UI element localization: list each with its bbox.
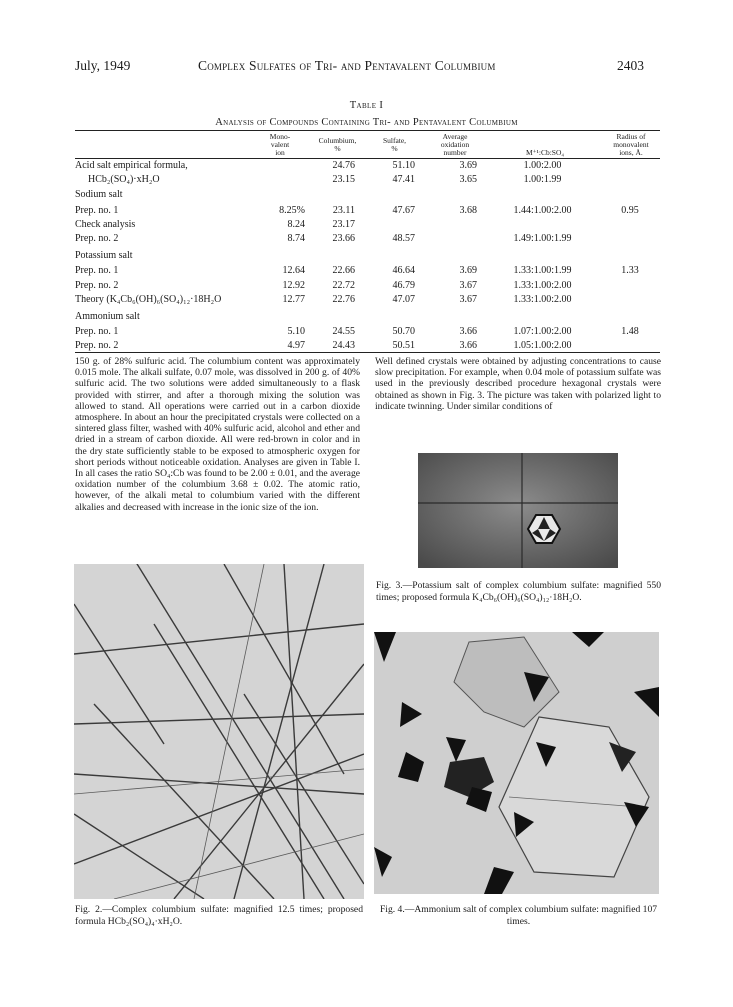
table-label: Table I [349,100,384,111]
cell-columbium: 22.72 [332,280,355,291]
cell-sulfate: 50.51 [392,340,415,351]
cell-columbium: 23.11 [332,205,355,216]
row-label: Prep. no. 2 [75,233,119,244]
col-header-oxidation-number: Average oxidation number [440,132,470,157]
cell-ratio: 1.00:2.00 [523,160,562,171]
table-row [0,205,733,220]
cell-monovalent-ion: 8.24 [287,219,305,230]
cell-ratio: 1.33:1.00:2.00 [513,294,572,305]
row-label: Prep. no. 2 [75,280,119,291]
cell-monovalent-ion: 12.64 [282,265,305,276]
cell-columbium: 23.15 [332,174,355,185]
cell-monovalent-ion: 12.92 [282,280,305,291]
table-row [0,219,733,234]
table-row [0,265,733,280]
cell-monovalent-ion: 5.10 [287,326,305,337]
cell-columbium: 23.66 [332,233,355,244]
figure-3-caption: Fig. 3.—Potassium salt of complex columbium sulfate: magnified 550 times; proposed formula K₄Cb₆(OH)₆(SO₄)₁₂·18H₂O. [376,580,661,603]
cell-sulfate: 47.67 [392,205,415,216]
figure-4-image [374,632,659,894]
cell-radius: 1.33 [621,265,639,276]
figure-2-image [74,564,364,899]
cell-ratio: 1.00:1.99 [523,174,562,185]
cell-monovalent-ion: 8.25% [279,205,305,216]
left-column [75,356,360,513]
cell-sulfate: 48.57 [392,233,415,244]
table-title: Analysis of Compounds Containing Tri- and Pentavalent Columbium [215,117,518,128]
cell-oxidation-number: 3.65 [459,174,477,185]
cell-oxidation-number: 3.67 [459,294,477,305]
cell-sulfate: 50.70 [392,326,415,337]
cell-columbium: 22.76 [332,294,355,305]
row-label: Prep. no. 1 [75,265,119,276]
table-header-rule [75,158,660,159]
row-label: Prep. no. 1 [75,205,119,216]
cell-monovalent-ion: 4.97 [287,340,305,351]
table-row [0,233,733,248]
cell-columbium: 24.76 [332,160,355,171]
cell-columbium: 22.66 [332,265,355,276]
cell-sulfate: 46.64 [392,265,415,276]
table-row [0,280,733,295]
cell-oxidation-number: 3.69 [459,160,477,171]
right-column [375,356,661,412]
cell-ratio: 1.49:1.00:1.99 [513,233,572,244]
page-number: 2403 [617,58,644,73]
table-row [0,189,733,204]
cell-ratio: 1.05:1.00:2.00 [513,340,572,351]
cell-radius: 0.95 [621,205,639,216]
row-label: Prep. no. 2 [75,340,119,351]
running-header-title: Complex Sulfates of Tri- and Pentavalent Columbium [198,58,496,73]
cell-radius: 1.48 [621,326,639,337]
table-row [0,174,733,189]
cell-ratio: 1.07:1.00:2.00 [513,326,572,337]
cell-oxidation-number: 3.66 [459,326,477,337]
figure-3-image [418,453,618,568]
cell-monovalent-ion: 8.74 [287,233,305,244]
table-row [0,311,733,326]
cell-ratio: 1.44:1.00:2.00 [513,205,572,216]
body-paragraph-left: 150 g. of 28% sulfuric acid. The columbium content was approximately 0.015 mole. The alkali sulfate, 0.07 mole, was dissolved in 200 g. of 40% sulfuric acid. The two solutions were added simultaneously to a flask provided with stirrer, and after a thorough mixing the solution was allowed to stand. All operations were carried out in a carbon dioxide atmosphere. In about an hour the precipitated crystals were collected on a sintered glass filter, washed with 40% sulfuric acid, alcohol and ether and dried in a stream of carbon dioxide. All were red-brown in color and in the dry state sufficiently stable to be exposed to atmospheric oxygen for short periods without noticeable oxidation. Analyses are given in Table I. In all cases the ratio SO₄:Cb was found to be 2.00 ± 0.01, and the average oxidation number of the columbium 3.68 ± 0.02. The atomic ratio, however, of the alkali metal to columbium varied with the different alkalies and decreased with increase in the ionic size of the ion. [75,356,360,513]
cell-columbium: 23.17 [332,219,355,230]
row-label: Sodium salt [75,189,123,200]
cell-sulfate: 47.41 [392,174,415,185]
table-top-rule [75,130,660,131]
row-label: Ammonium salt [75,311,140,322]
col-header-radius: Radius of monovalent ions, Å. [613,132,649,157]
figure-2-caption: Fig. 2.—Complex columbium sulfate: magnified 12.5 times; proposed formula HCb₂(SO₄)₄·xH₂O. [75,904,363,927]
figure-4-caption: Fig. 4.—Ammonium salt of complex columbium sulfate: magnified 107 times. [379,904,658,927]
table-row [0,250,733,265]
body-paragraph-right: Well defined crystals were obtained by adjusting concentrations to cause slow precipitation. For example, when 0.04 mole of potassium sulfate was used in the previously described procedure hexagonal crystals were obtained as shown in Fig. 3. The picture was taken with polarized light to indicate twinning. Under similar conditions of [375,356,661,412]
row-label: Acid salt empirical formula, [75,160,188,171]
cell-sulfate: 51.10 [392,160,415,171]
cell-sulfate: 47.07 [392,294,415,305]
cell-oxidation-number: 3.67 [459,280,477,291]
cell-columbium: 24.55 [332,326,355,337]
cell-oxidation-number: 3.69 [459,265,477,276]
col-header-ratio: M⁺¹:Cb:SO₄ [526,148,564,157]
cell-columbium: 24.43 [332,340,355,351]
table-row [0,160,733,175]
cell-ratio: 1.33:1.00:1.99 [513,265,572,276]
col-header-sulfate: Sulfate, % [382,136,407,153]
row-label: Theory (K₄Cb₆(OH)₆(SO₄)₁₂·18H₂O [75,294,222,305]
cell-sulfate: 46.79 [392,280,415,291]
running-header-date: July, 1949 [75,58,131,73]
cell-oxidation-number: 3.66 [459,340,477,351]
row-label: Potassium salt [75,250,133,261]
cell-ratio: 1.33:1.00:2.00 [513,280,572,291]
row-label: Check analysis [75,219,136,230]
col-header-monovalent-ion: Mono- valent ion [269,132,291,157]
cell-monovalent-ion: 12.77 [282,294,305,305]
table-bottom-rule [75,352,660,353]
col-header-columbium: Columbium, % [318,136,357,153]
cell-oxidation-number: 3.68 [459,205,477,216]
row-label: HCb₂(SO₄)·xH₂O [88,174,160,185]
row-label: Prep. no. 1 [75,326,119,337]
table-row [0,294,733,309]
table-row [0,326,733,341]
